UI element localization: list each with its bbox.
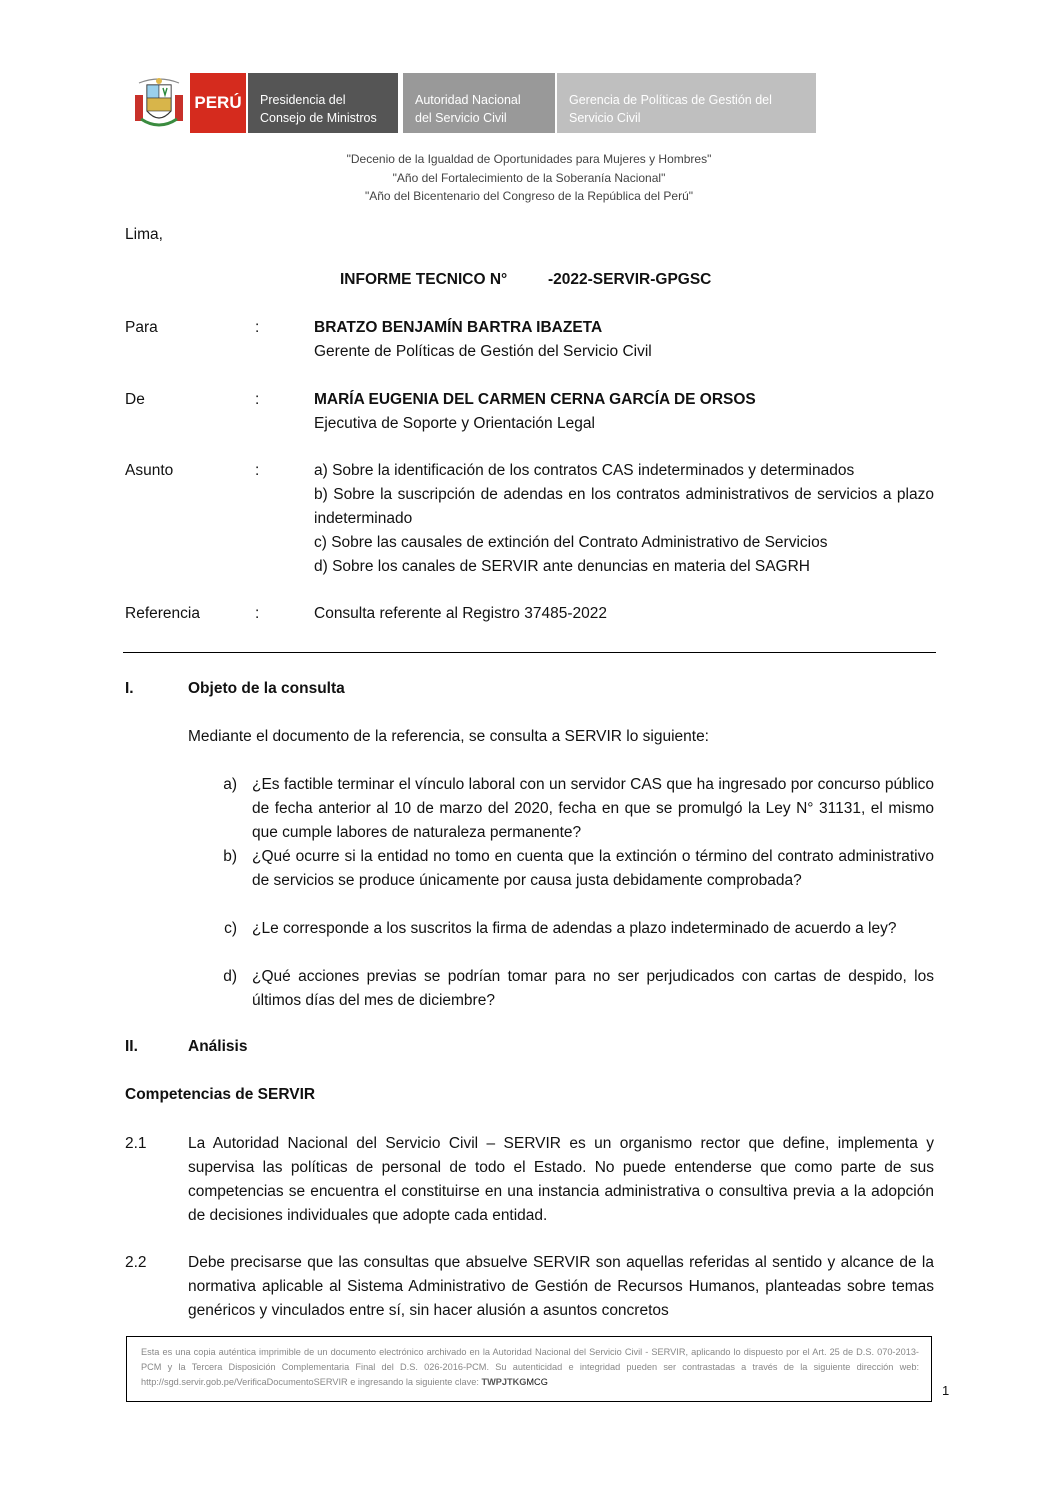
paragraph-2-2: Debe precisarse que las consultas que absuelve SERVIR son aquellas referidas al sentido y alcance de la normativa aplicable al Sistema Administrativo de Gestión de Recursos Humanos, planteadas sobre temas genéricos y vinculados entre sí, sin hacer alusión a asuntos concretos — [188, 1254, 934, 1319]
section-2-number: II. — [125, 1038, 138, 1055]
header-presidencia-line2: Consejo de Ministros — [260, 111, 377, 125]
coat-of-arms-icon — [133, 73, 185, 133]
header-divider — [123, 652, 936, 653]
para-label: Para — [125, 319, 158, 336]
section-1-intro: Mediante el documento de la referencia, se consulta a SERVIR lo siguiente: — [188, 728, 709, 745]
para-role: Gerente de Políticas de Gestión del Servicio Civil — [314, 343, 652, 360]
de-name: MARÍA EUGENIA DEL CARMEN CERNA GARCÍA DE ORSOS — [314, 391, 756, 408]
para-value — [314, 316, 934, 364]
subheading-competencias: Competencias de SERVIR — [125, 1086, 316, 1103]
de-label: De — [125, 391, 145, 408]
paragraph-2-1: La Autoridad Nacional del Servicio Civil – SERVIR es un organismo rector que define, implementa y supervisa las políticas de personal de todo el Estado. No puede entenderse que como parte de sus competencias se encuentra el constituirse en una instancia administrativa o consultiva previa a la adopción de decisiones individuales que adopte cada entidad. — [188, 1135, 934, 1224]
city-date: Lima, — [125, 226, 163, 243]
report-number: -2022-SERVIR-GPGSC — [548, 271, 712, 288]
question-text: ¿Qué acciones previas se podrían tomar para no ser perjudicados con cartas de despido, los últimos días del mes de diciembre? — [252, 968, 934, 1009]
header-autoridad-line2: del Servicio Civil — [415, 111, 507, 125]
para-name: BRATZO BENJAMÍN BARTRA IBAZETA — [314, 319, 603, 336]
asunto-item: b) Sobre la suscripción de adendas en los contratos administrativos de servicios a plazo indeterminado — [314, 486, 934, 527]
referencia-colon: : — [255, 605, 260, 622]
report-title: INFORME TECNICO N° — [340, 271, 508, 288]
referencia-label: Referencia — [125, 605, 200, 622]
header-gerencia-line2: Servicio Civil — [569, 111, 641, 125]
header-gerencia-line1: Gerencia de Políticas de Gestión del — [569, 93, 772, 107]
header-gerencia — [557, 73, 816, 133]
paragraph-2-1-number: 2.1 — [125, 1135, 147, 1152]
peru-logo: PERÚ — [190, 73, 246, 133]
asunto-label: Asunto — [125, 462, 174, 479]
de-colon: : — [255, 391, 260, 408]
header-autoridad — [403, 73, 555, 133]
question-marker: a) — [223, 776, 237, 793]
question-marker: d) — [223, 968, 237, 985]
authenticity-text: Esta es una copia auténtica imprimible de un documento electrónico archivado en la Autoridad Nacional del Servicio Civil - SERVIR, aplicando lo dispuesto por el Art. 25 de D.S. 070-2013-PCM y la Tercera Disposición Complementaria Final del D.S. 026-2016-PCM. Su autenticidad e integridad pueden ser contrastadas a través de la siguiente dirección web: http://sgd.servir.gob.pe/VerificaDocumentoSERVIR e ingresando la siguiente clave: — [141, 1347, 919, 1387]
referencia-value: Consulta referente al Registro 37485-2022 — [314, 605, 607, 622]
header-autoridad-line1: Autoridad Nacional — [415, 93, 521, 107]
asunto-colon: : — [255, 462, 260, 479]
question-text: ¿Qué ocurre si la entidad no tomo en cuenta que la extinción o término del contrato administrativo de servicios se produce únicamente por causa justa debidamente comprobada? — [252, 848, 934, 889]
asunto-list — [314, 459, 934, 579]
section-1-number: I. — [125, 680, 134, 697]
asunto-item: d) Sobre los canales de SERVIR ante denuncias en materia del SAGRH — [314, 558, 810, 575]
question-marker: b) — [223, 848, 237, 865]
decade-line-1: "Decenio de la Igualdad de Oportunidades para Mujeres y Hombres" — [346, 152, 712, 166]
de-value — [314, 388, 934, 436]
header-presidencia-line1: Presidencia del — [260, 93, 346, 107]
question-text: ¿Es factible terminar el vínculo laboral con un servidor CAS que ha ingresado por concurso público de fecha anterior al 10 de marzo del 2020, fecha en que se promulgó la Ley N° 31131, el mismo que cumple labores de naturaleza permanente? — [252, 776, 934, 841]
page-number: 1 — [942, 1383, 950, 1398]
asunto-item: a) Sobre la identificación de los contratos CAS indeterminados y determinados — [314, 462, 855, 479]
question-text: ¿Le corresponde a los suscritos la firma de adendas a plazo indeterminado de acuerdo a ley? — [252, 920, 897, 937]
paragraph-2-2-number: 2.2 — [125, 1254, 147, 1271]
decade-names — [0, 150, 1058, 206]
verification-key-suffix: MCG — [526, 1377, 548, 1387]
de-role: Ejecutiva de Soporte y Orientación Legal — [314, 415, 595, 432]
question-marker: c) — [224, 920, 237, 937]
decade-line-2: "Año del Fortalecimiento de la Soberanía Nacional" — [392, 170, 666, 185]
authenticity-notice — [126, 1336, 932, 1402]
asunto-item: c) Sobre las causales de extinción del Contrato Administrativo de Servicios — [314, 534, 828, 551]
decade-line-3: "Año del Bicentenario del Congreso de la República del Perú" — [364, 189, 694, 203]
para-colon: : — [255, 319, 260, 336]
section-2-title: Análisis — [188, 1038, 248, 1055]
section-1-title: Objeto de la consulta — [188, 680, 345, 697]
header-presidencia — [248, 73, 398, 133]
verification-key: TWPJTKG — [481, 1377, 527, 1387]
